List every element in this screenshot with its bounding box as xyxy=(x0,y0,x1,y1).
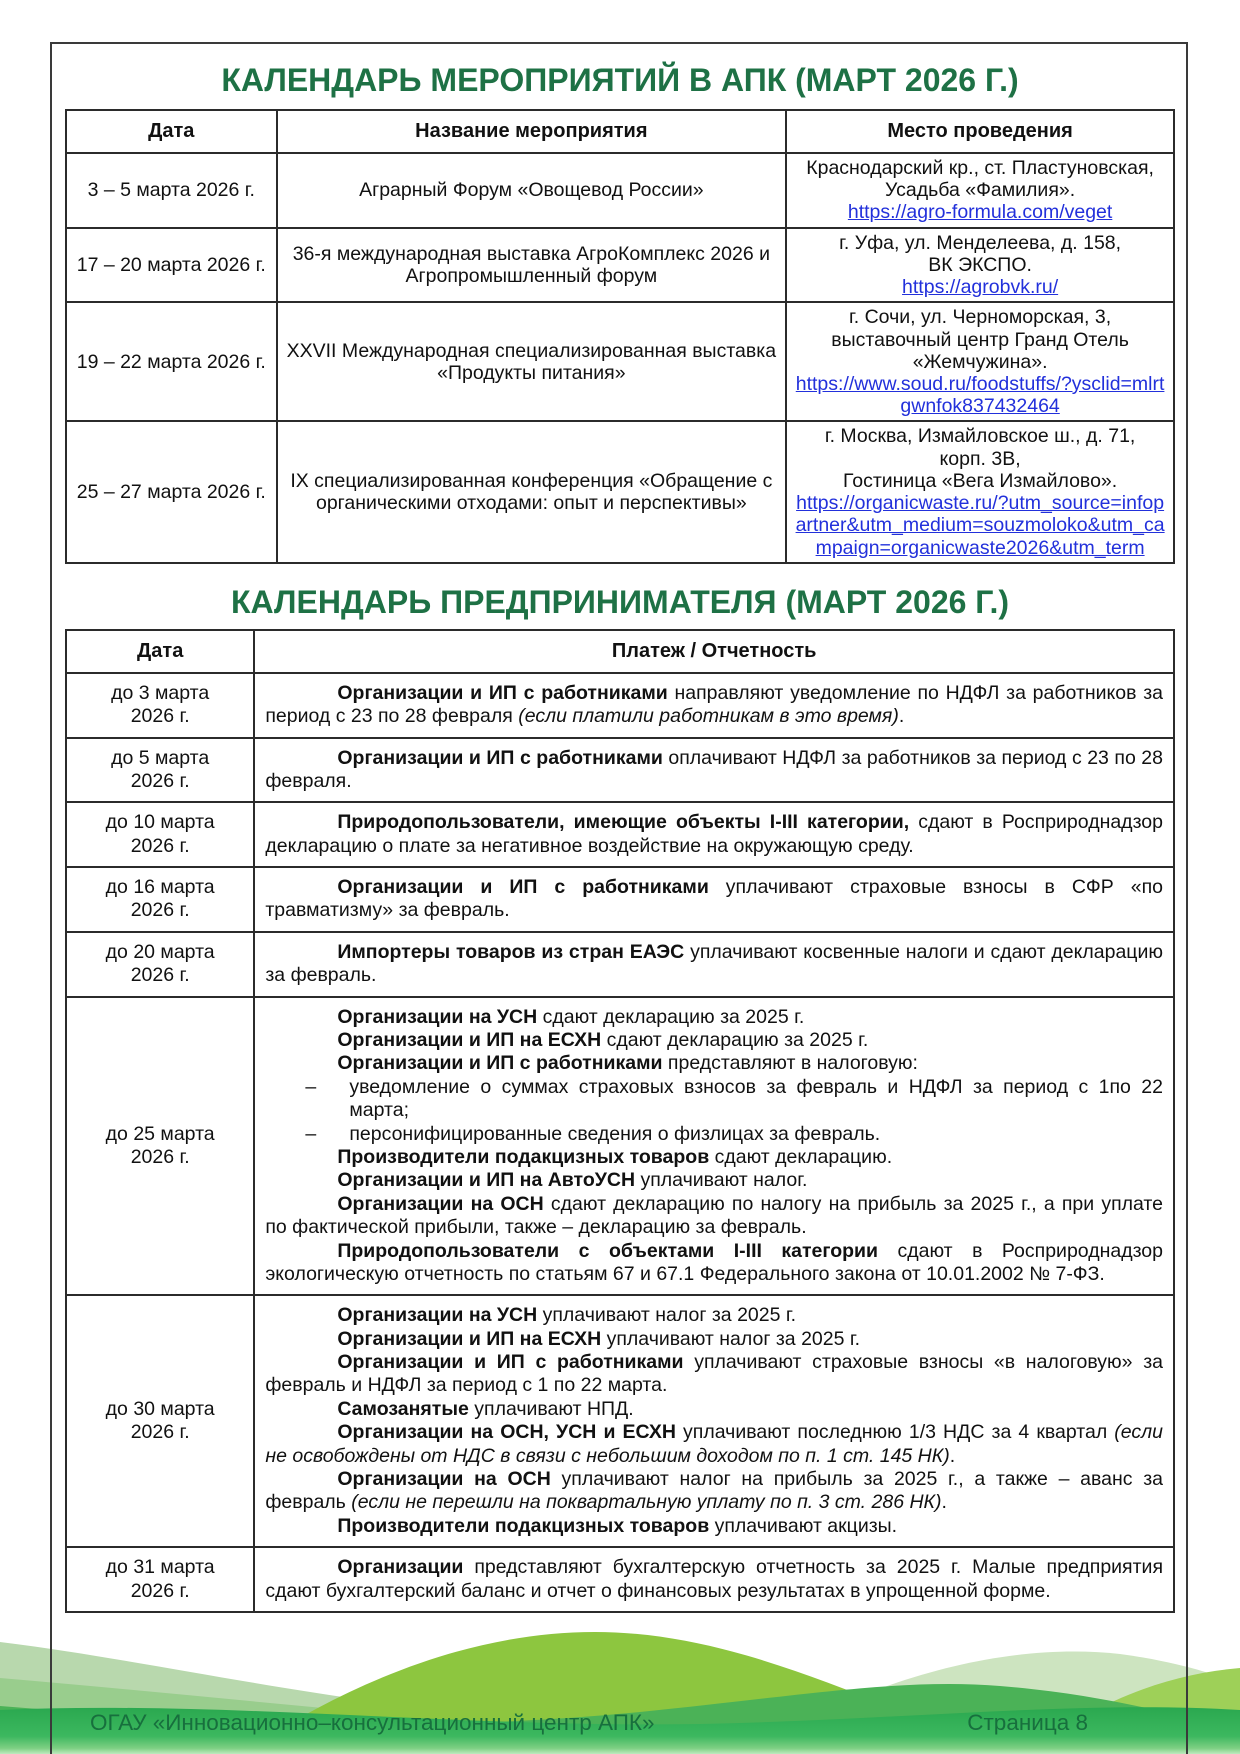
business-date: до 5 марта 2026 г. xyxy=(111,746,210,792)
events-table-body xyxy=(66,153,1174,563)
paragraph xyxy=(265,1421,1163,1468)
paragraph xyxy=(265,682,1163,729)
event-address-line: корп. 3В, xyxy=(939,447,1021,470)
business-content-cell xyxy=(254,1295,1174,1547)
business-row xyxy=(66,738,1174,803)
business-date-cell xyxy=(66,1295,254,1547)
paragraph xyxy=(265,1398,1163,1421)
paragraph xyxy=(265,1515,1163,1538)
text-run: сдают в Росприроднадзор декларацию о плате за негативное воздействие на окружающую среду. xyxy=(265,811,1163,857)
business-row xyxy=(66,997,1174,1296)
column-header-place: Место проведения xyxy=(786,110,1174,153)
dash-marker: – xyxy=(305,1075,317,1098)
text-run: Организации и ИП на ЕСХН xyxy=(337,1327,602,1350)
business-date-cell xyxy=(66,932,254,997)
business-content-cell xyxy=(254,738,1174,803)
text-run: уплачивают налог. xyxy=(635,1169,808,1192)
text-run: уплачивают страховые взносы «в налоговую» за февраль и НДФЛ за период с 1 по 22 марта. xyxy=(265,1351,1163,1397)
business-row xyxy=(66,932,1174,997)
business-row xyxy=(66,802,1174,867)
business-content-cell xyxy=(254,867,1174,932)
text-run: уплачивают НПД. xyxy=(468,1397,634,1420)
text-run: . xyxy=(898,705,905,728)
text-run: Производители подакцизных товаров xyxy=(337,1514,710,1537)
text-run: (если не перешли на поквартальную уплату по п. 3 ст. 286 НК) xyxy=(351,1491,942,1514)
text-run: уплачивают акцизы. xyxy=(709,1514,898,1537)
text-run: сдают декларацию по налогу на прибыль за 2025 г., а при уплате по фактической прибыли, также – декларацию за февраль. xyxy=(265,1192,1163,1239)
event-date-cell: 3 – 5 марта 2026 г. xyxy=(66,153,277,228)
business-date: до 25 марта 2026 г. xyxy=(105,1122,215,1168)
event-address-line: Краснодарский кр., ст. Пластуновская, xyxy=(806,157,1154,179)
text-run: уплачивают налог за 2025 г. xyxy=(537,1304,797,1327)
event-link[interactable]: https://agrobvk.ru/ xyxy=(902,276,1059,299)
event-address-line: г. Москва, Измайловское ш., д. 71, xyxy=(824,425,1136,448)
dash-marker: – xyxy=(305,1122,317,1145)
text-run: Природопользователи, имеющие объекты I-III категории, xyxy=(337,811,910,834)
business-date-cell xyxy=(66,802,254,867)
column-header-date: Дата xyxy=(66,110,277,153)
event-link[interactable]: https://www.soud.ru/foodstuffs/?ysclid=mlrtgwnfok837432464 xyxy=(795,372,1165,418)
text-run: Организации и ИП на ЕСХН xyxy=(337,1029,602,1052)
event-name-cell: Аграрный Форум «Овощевод России» xyxy=(277,153,787,228)
business-date: до 10 марта 2026 г. xyxy=(105,811,215,857)
text-run: Организации на ОСН, УСН и ЕСХН xyxy=(337,1421,676,1444)
event-date-cell: 17 – 20 марта 2026 г. xyxy=(66,228,277,303)
list-item xyxy=(265,1123,1163,1146)
text-run: Организации и ИП с работниками xyxy=(337,876,709,899)
text-run: уплачивают налог на прибыль за 2025 г., а также – аванс за февраль xyxy=(265,1468,1163,1514)
text-run: направляют уведомление по НДФЛ за работников за период с 23 по 28 февраля xyxy=(265,681,1164,728)
paragraph xyxy=(265,1468,1163,1515)
text-run: сдают декларацию за 2025 г. xyxy=(601,1029,869,1052)
text-run: представляют в налоговую: xyxy=(662,1052,918,1075)
text-run: Самозанятые xyxy=(337,1397,469,1420)
events-table-header-row xyxy=(66,110,1174,153)
text-run: Организации xyxy=(337,1556,464,1579)
paragraph xyxy=(265,1169,1163,1192)
paragraph xyxy=(265,1146,1163,1169)
business-calendar-title: КАЛЕНДАРЬ ПРЕДПРИНИМАТЕЛЯ (МАРТ 2026 Г.) xyxy=(231,583,1009,620)
event-date-cell: 25 – 27 марта 2026 г. xyxy=(66,421,277,562)
text-run: уведомление о суммах страховых взносов за февраль и НДФЛ за период с 1по 22 марта; xyxy=(349,1075,1163,1122)
event-row xyxy=(66,302,1174,421)
paragraph xyxy=(265,1193,1163,1240)
business-date-cell xyxy=(66,867,254,932)
text-run: Организации на ОСН xyxy=(337,1468,551,1491)
business-date: до 30 марта 2026 г. xyxy=(105,1397,215,1444)
footer-organization: ОГАУ «Инновационно–консультационный центр АПК» xyxy=(90,1710,655,1735)
business-date: до 20 марта 2026 г. xyxy=(105,940,215,987)
text-run: уплачивают косвенные налоги и сдают декларацию за февраль. xyxy=(265,940,1163,987)
event-name-cell: IX специализированная конференция «Обращение с органическими отходами: опыт и перспективы» xyxy=(277,421,787,562)
event-row xyxy=(66,228,1174,303)
column-header-payment: Платеж / Отчетность xyxy=(254,630,1174,673)
text-run: Организации и ИП с работниками xyxy=(337,746,663,769)
event-row xyxy=(66,421,1174,562)
paragraph xyxy=(265,1006,1163,1029)
event-name-cell: 36-я международная выставка АгроКомплекс 2026 и Агропромышленный форум xyxy=(277,228,787,303)
text-run: сдают декларацию за 2025 г. xyxy=(537,1005,805,1028)
paragraph xyxy=(265,1304,1163,1327)
business-content-cell xyxy=(254,802,1174,867)
paragraph xyxy=(265,1351,1163,1398)
paragraph xyxy=(265,811,1163,858)
text-run: . xyxy=(941,1491,947,1514)
business-content-cell xyxy=(254,673,1174,738)
business-date-cell xyxy=(66,673,254,738)
text-run: Организации на УСН xyxy=(337,1304,538,1327)
paragraph xyxy=(265,876,1163,923)
text-run: (если платили работникам в это время) xyxy=(518,705,899,728)
business-table xyxy=(65,629,1175,1613)
event-address-line: Усадьба «Фамилия». xyxy=(885,179,1076,202)
business-date: до 3 марта 2026 г. xyxy=(111,681,210,728)
text-run: сдают в Росприроднадзор экологическую отчетность по статьям 67 и 67.1 Федерального закона от 10.01.2002 № 7-ФЗ. xyxy=(265,1239,1163,1285)
event-address-line: Гостиница «Вега Измайлово». xyxy=(842,469,1118,492)
business-row xyxy=(66,673,1174,738)
event-place-cell xyxy=(786,228,1174,303)
text-run: представляют бухгалтерскую отчетность за 2025 г. Малые предприятия сдают бухгалтерский баланс и отчет о финансовых результатах в упрощенной форме. xyxy=(265,1556,1163,1602)
paragraph xyxy=(265,941,1163,988)
event-row xyxy=(66,153,1174,228)
paragraph xyxy=(265,1029,1163,1052)
business-date-cell xyxy=(66,997,254,1296)
event-place-cell xyxy=(786,421,1174,562)
text-run: уплачивают налог за 2025 г. xyxy=(601,1327,861,1350)
text-run: уплачивают страховые взносы в СФР «по травматизму» за февраль. xyxy=(265,876,1163,922)
text-run: Организации на ОСН xyxy=(337,1192,544,1215)
page-content xyxy=(65,48,1175,1613)
text-run: сдают декларацию. xyxy=(709,1145,893,1168)
event-address-line: «Жемчужина». xyxy=(912,350,1048,373)
event-link[interactable]: https://agro-formula.com/veget xyxy=(847,201,1113,224)
text-run: Производители подакцизных товаров xyxy=(337,1145,710,1168)
page-footer xyxy=(0,1582,1240,1754)
text-run: Организации и ИП на АвтоУСН xyxy=(337,1169,636,1192)
text-run: Организации на УСН xyxy=(337,1005,538,1028)
events-table xyxy=(65,109,1175,564)
text-run: Импортеры товаров из стран ЕАЭС xyxy=(337,940,685,963)
business-table-header-row xyxy=(66,630,1174,673)
business-row xyxy=(66,1295,1174,1547)
footer-page-number: Страница 8 xyxy=(967,1710,1088,1735)
events-calendar-title: КАЛЕНДАРЬ МЕРОПРИЯТИЙ В АПК (МАРТ 2026 Г.) xyxy=(221,62,1019,98)
business-table-body xyxy=(66,673,1174,1612)
event-place-cell xyxy=(786,153,1174,228)
column-header-date: Дата xyxy=(66,630,254,673)
column-header-event-name: Название мероприятия xyxy=(277,110,787,153)
event-address-line: ВК ЭКСПО. xyxy=(928,253,1032,276)
paragraph xyxy=(265,1052,1163,1075)
business-date-cell xyxy=(66,738,254,803)
text-run: оплачивают НДФЛ за работников за период с 23 по 28 февраля. xyxy=(265,746,1163,792)
event-address-line: г. Сочи, ул. Черноморская, 3, xyxy=(849,306,1112,329)
event-name-cell: XXVII Международная специализированная выставка «Продукты питания» xyxy=(277,302,787,421)
paragraph xyxy=(265,747,1163,794)
text-run: персонифицированные сведения о физлицах за февраль. xyxy=(349,1122,881,1145)
paragraph xyxy=(265,1328,1163,1351)
business-row xyxy=(66,867,1174,932)
business-content-cell xyxy=(254,932,1174,997)
text-run: Организации и ИП с работниками xyxy=(337,1351,684,1374)
event-address-line: выставочный центр Гранд Отель xyxy=(831,328,1129,351)
business-date: до 16 марта 2026 г. xyxy=(105,876,215,922)
event-date-cell: 19 – 22 марта 2026 г. xyxy=(66,302,277,421)
text-run: Организации и ИП с работниками xyxy=(337,681,668,704)
event-place-cell xyxy=(786,302,1174,421)
business-date: до 31 марта 2026 г. xyxy=(105,1556,215,1602)
business-content-cell xyxy=(254,997,1174,1296)
list-item xyxy=(265,1076,1163,1123)
text-run: (если не освобождены от НДС в связи с небольшим доходом по п. 1 ст. 145 НК) xyxy=(265,1421,1164,1467)
text-run: уплачивают последнюю 1/3 НДС за 4 квартал xyxy=(675,1421,1115,1444)
text-run: . xyxy=(949,1444,956,1467)
footer-text-row xyxy=(90,1710,1088,1736)
text-run: Природопользователи с объектами I-III категории xyxy=(337,1239,879,1262)
text-run: Организации и ИП с работниками xyxy=(337,1052,663,1075)
paragraph xyxy=(265,1240,1163,1287)
event-link[interactable]: https://organicwaste.ru/?utm_source=infopartner&utm_medium=souzmoloko&utm_campaign=organicwaste2026&utm_term xyxy=(795,492,1165,559)
event-address-line: г. Уфа, ул. Менделеева, д. 158, xyxy=(839,231,1122,254)
